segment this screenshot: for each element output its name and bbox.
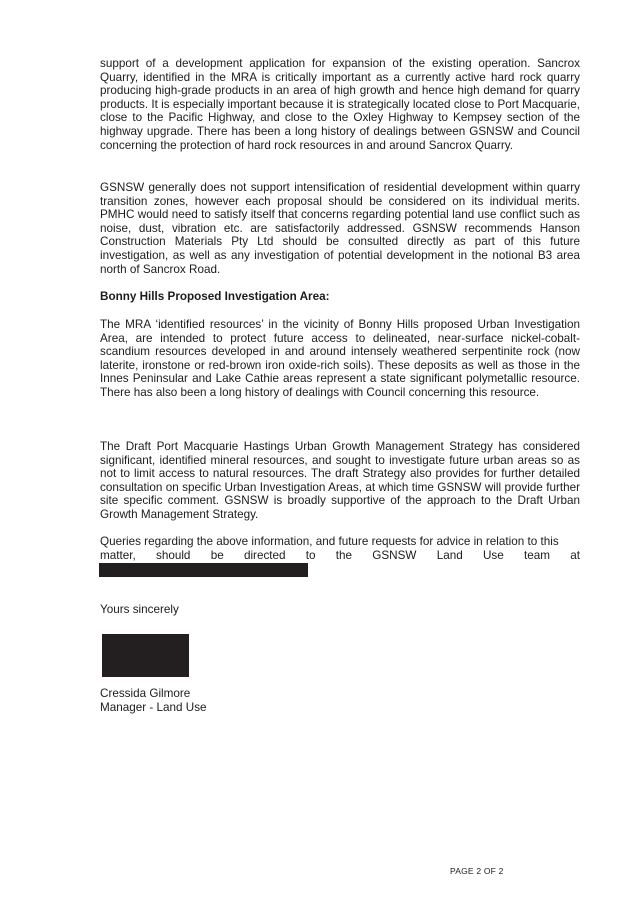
page-number: PAGE 2 OF 2: [450, 866, 504, 876]
word: to: [305, 549, 316, 562]
word: GSNSW: [372, 549, 417, 562]
paragraph-queries-line2: [100, 549, 580, 563]
signatory-name: Cressida Gilmore: [100, 687, 191, 700]
word: directed: [243, 549, 286, 562]
word: Land: [436, 549, 463, 562]
word: matter,: [100, 549, 136, 562]
section-heading-bonny-hills: Bonny Hills Proposed Investigation Area:: [100, 290, 330, 303]
salutation: Yours sincerely: [100, 603, 179, 616]
paragraph-transition-zones: GSNSW generally does not support intensification of residential development within quarry transition zones, however each proposal should be considered on its individual merits. PMHC would need to satisfy itself that concerns regarding potential land use conflict such as noise, dust, vibration etc. are satisfactorily addressed. GSNSW recommends Hanson Construction Materials Pty Ltd should be consulted directly as part of this future investigation, as well as any investigation of potential development in the notional B3 area north of Sancrox Road.: [100, 181, 580, 276]
paragraph-sancrox-quarry: support of a development application for expansion of the existing operation. Sancrox Quarry, identified in the MRA is critically important as a currently active hard rock quarry producing high-grade products in an area of high growth and hence high demand for quarry products. It is especially important because it is strategically located close to Port Macquarie, close to the Pacific Highway, and close to the Oxley Highway to Kempsey section of the highway upgrade. There has been a long history of dealings between GSNSW and Council concerning the protection of hard rock resources in and around Sancrox Quarry.: [100, 57, 580, 152]
word: Use: [482, 549, 504, 562]
word: team: [524, 549, 550, 562]
redacted-email-block: [99, 563, 308, 577]
word: be: [210, 549, 224, 562]
redacted-signature-block: [102, 634, 189, 677]
word: at: [570, 549, 580, 562]
paragraph-growth-strategy: The Draft Port Macquarie Hastings Urban Growth Management Strategy has considered significant, identified mineral resources, and sought to investigate future urban areas so as not to limit access to natural resources. The draft Strategy also provides for further detailed consultation on specific Urban Investigation Areas, at which time GSNSW will provide further site specific comment. GSNSW is broadly supportive of the approach to the Draft Urban Growth Management Strategy.: [100, 440, 580, 521]
signatory-title: Manager - Land Use: [100, 701, 207, 714]
paragraph-bonny-hills: The MRA ‘identified resources’ in the vicinity of Bonny Hills proposed Urban Investigation Area, are intended to protect future access to delineated, near-surface nickel-cobalt-scandium resources developed in and around intensely weathered serpentinite rock (now laterite, ironstone or red-brown iron oxide-rich soils). These deposits as well as those in the Innes Peninsular and Lake Cathie areas represent a state significant polymetallic resource. There has also been a long history of dealings with Council concerning this resource.: [100, 318, 580, 399]
word: the: [335, 549, 353, 562]
word: should: [155, 549, 191, 562]
paragraph-queries-line1: Queries regarding the above information, and future requests for advice in relation to this: [100, 535, 559, 548]
